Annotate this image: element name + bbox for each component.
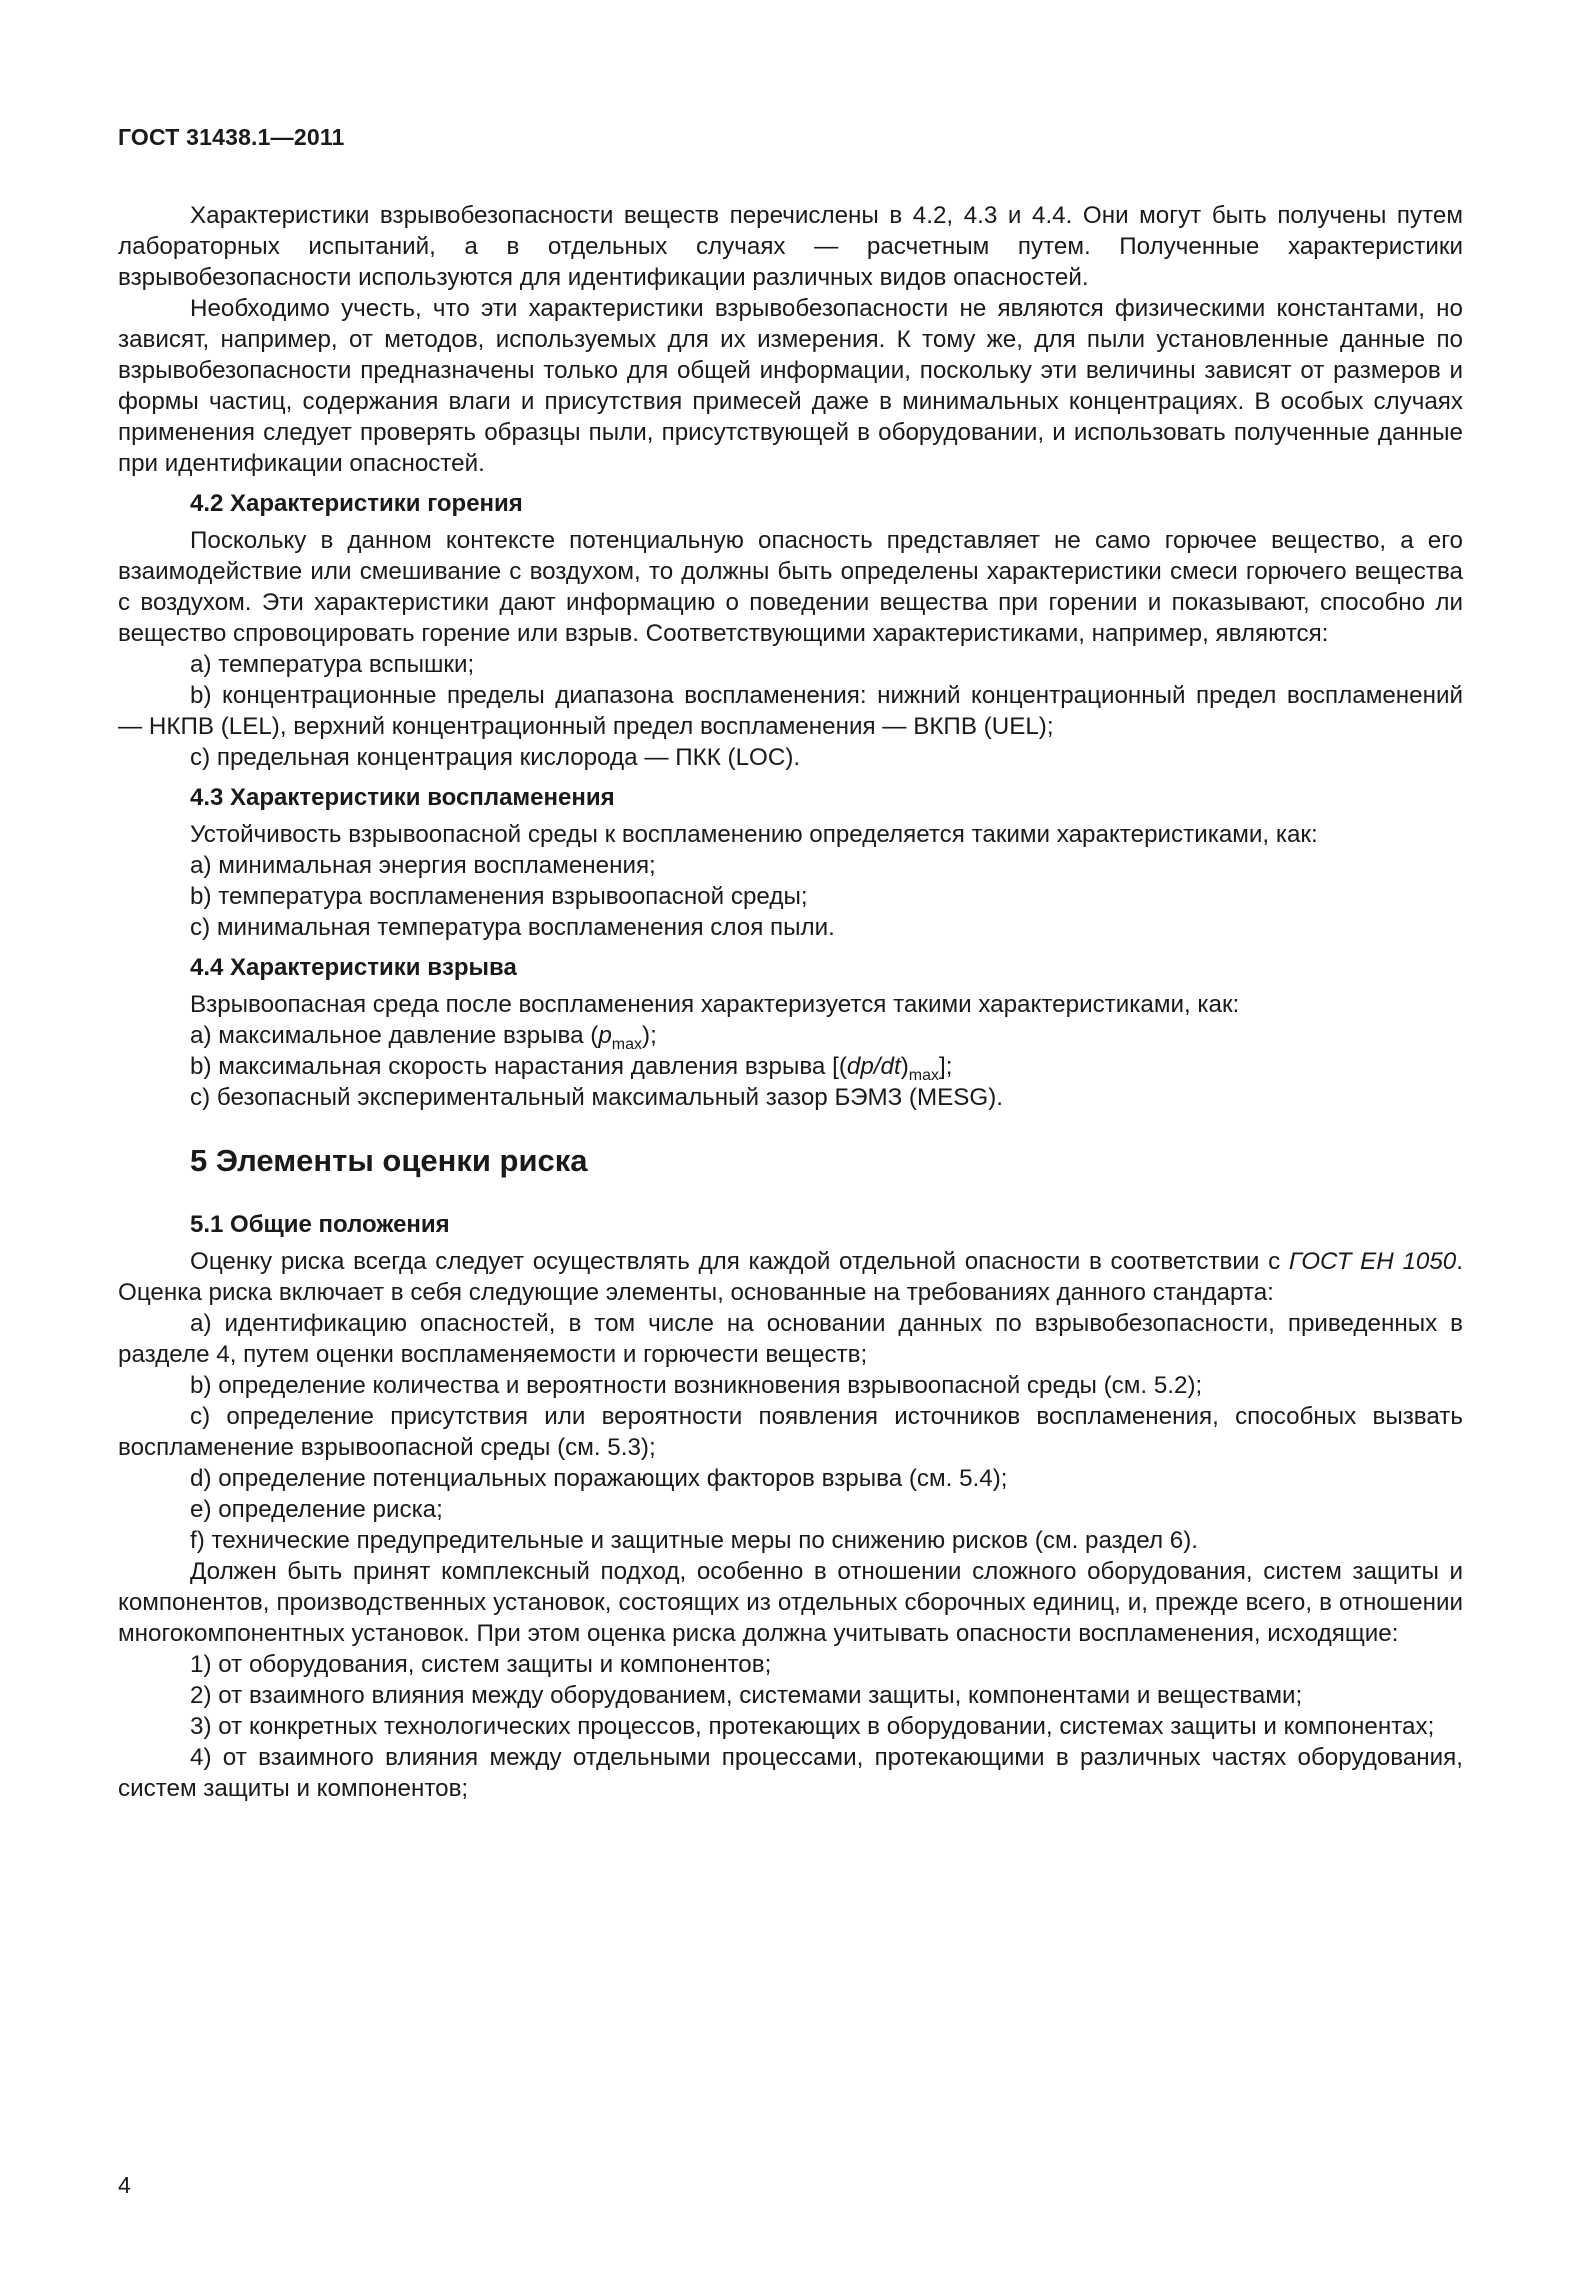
section-5-1-item-2: 2) от взаимного влияния между оборудованием, системами защиты, компонентами и веществами; — [190, 1682, 1303, 1709]
section-5-1-item-1: 1) от оборудования, систем защиты и компонентов; — [190, 1651, 772, 1678]
section-4-2-paragraph: Поскольку в данном контексте потенциальную опасность представляет не само горючее вещество, а его взаимодействие или смешивание с воздухом, то должны быть определены характеристики смеси горючего вещества с воздухом. Эти характеристики дают информацию о поведении вещества при горении и показывают, способно ли вещество спровоцировать горение или взрыв. Соответствующими характеристиками, например, являются: — [118, 527, 1463, 647]
section-4-2-item-b: b) концентрационные пределы диапазона воспламенения: нижний концентрационный предел воспламенений — НКПВ (LEL), верхний концентрационный предел воспламенения — ВКПВ (UEL); — [118, 682, 1463, 740]
pressure-symbol: p — [598, 1022, 612, 1049]
section-5-1-item-4: 4) от взаимного влияния между отдельными процессами, протекающими в различных частях оборудования, систем защиты и компонентов; — [118, 1744, 1463, 1802]
page-number: 4 — [118, 2172, 131, 2198]
item-a-close: ); — [642, 1022, 657, 1049]
section-5-heading: 5 Элементы оценки риска — [190, 1143, 588, 1178]
intro-paragraph-2: Необходимо учесть, что эти характеристики взрывобезопасности не являются физическими константами, но зависят, например, от методов, используемых для их измерения. К тому же, для пыли установленные данные по взрывобезопасности предназначены только для общей информации, поскольку эти величины зависят от размеров и формы частиц, содержания влаги и присутствия примесей даже в минимальных концентрациях. В особых случаях применения следует проверять образцы пыли, присутствующей в оборудовании, и использовать полученные данные при идентификации опасностей. — [118, 295, 1463, 477]
section-5-1-item-c: c) определение присутствия или вероятности появления источников воспламенения, способных вызвать воспламенение взрывоопасной среды (см. 5.3); — [118, 1403, 1463, 1461]
section-4-4-paragraph: Взрывоопасная среда после воспламенения характеризуется такими характеристиками, как: — [190, 991, 1240, 1018]
paragraph-text-start: Оценку риска всегда следует осуществлять для каждой отдельной опасности в соответствии с — [190, 1248, 1289, 1275]
section-5-1-paragraph — [118, 1246, 1463, 1308]
section-4-4-item-c: c) безопасный экспериментальный максимальный зазор БЭМЗ (MESG). — [190, 1084, 1003, 1111]
intro-paragraph-1: Характеристики взрывобезопасности веществ перечислены в 4.2, 4.3 и 4.4. Они могут быть получены путем лабораторных испытаний, а в отдельных случаях — расчетным путем. Полученные характеристики взрывобезопасности используются для идентификации различных видов опасностей. — [118, 202, 1463, 291]
section-5-1-item-3: 3) от конкретных технологических процессов, протекающих в оборудовании, системах защиты и компонентах; — [190, 1713, 1435, 1740]
item-b-close: ]; — [938, 1053, 953, 1080]
paragraph-text-end: . Оценка риска включает в себя следующие элементы, основанные на требованиях данного стандарта: — [118, 1248, 1463, 1306]
rate-subscript: max — [908, 1067, 939, 1084]
rate-paren: ) — [900, 1053, 909, 1080]
section-5-1-item-f: f) технические предупредительные и защитные меры по снижению рисков (см. раздел 6). — [190, 1527, 1199, 1554]
section-4-3-item-a: a) минимальная энергия воспламенения; — [190, 852, 656, 879]
section-5-1-heading: 5.1 Общие положения — [190, 1211, 450, 1238]
page-body — [118, 200, 1463, 1804]
section-5-1-item-b: b) определение количества и вероятности возникновения взрывоопасной среды (см. 5.2); — [190, 1372, 1203, 1399]
section-4-2-item-a: a) температура вспышки; — [190, 651, 475, 678]
section-5-1-item-a: a) идентификацию опасностей, в том числе на основании данных по взрывобезопасности, приведенных в разделе 4, путем оценки воспламеняемости и горючести веществ; — [118, 1310, 1463, 1368]
section-4-3-item-c: c) минимальная температура воспламенения слоя пыли. — [190, 914, 835, 941]
pressure-subscript: max — [611, 1036, 643, 1053]
section-4-2-item-c: c) предельная концентрация кислорода — ПКК (LOC). — [190, 744, 801, 771]
document-id-header: ГОСТ 31438.1—2011 — [118, 124, 345, 150]
item-a-text: a) максимальное давление взрыва ( — [190, 1022, 599, 1049]
section-4-4-item-a — [118, 1020, 1463, 1051]
section-4-3-paragraph: Устойчивость взрывоопасной среды к воспламенению определяется такими характеристиками, как: — [190, 821, 1318, 848]
section-5-1-item-d: d) определение потенциальных поражающих факторов взрыва (см. 5.4); — [190, 1465, 1008, 1492]
section-4-4-heading: 4.4 Характеристики взрыва — [190, 954, 517, 981]
section-4-3-heading: 4.3 Характеристики воспламенения — [190, 784, 615, 811]
item-b-text: b) максимальная скорость нарастания давления взрыва [( — [190, 1053, 847, 1080]
section-5-1-item-e: e) определение риска; — [190, 1496, 443, 1523]
section-4-2-heading: 4.2 Характеристики горения — [190, 490, 523, 517]
section-4-3-item-b: b) температура воспламенения взрывоопасной среды; — [190, 883, 808, 910]
standard-reference: ГОСТ ЕН 1050 — [1288, 1248, 1457, 1275]
section-5-1-paragraph-2: Должен быть принят комплексный подход, особенно в отношении сложного оборудования, систем защиты и компонентов, производственных установок, состоящих из отдельных сборочных единиц, и, прежде всего, в отношении многокомпонентных установок. При этом оценка риска должна учитывать опасности воспламенения, исходящие: — [118, 1558, 1463, 1647]
rate-symbol: dp/dt — [846, 1053, 901, 1080]
section-4-4-item-b — [118, 1051, 1463, 1082]
